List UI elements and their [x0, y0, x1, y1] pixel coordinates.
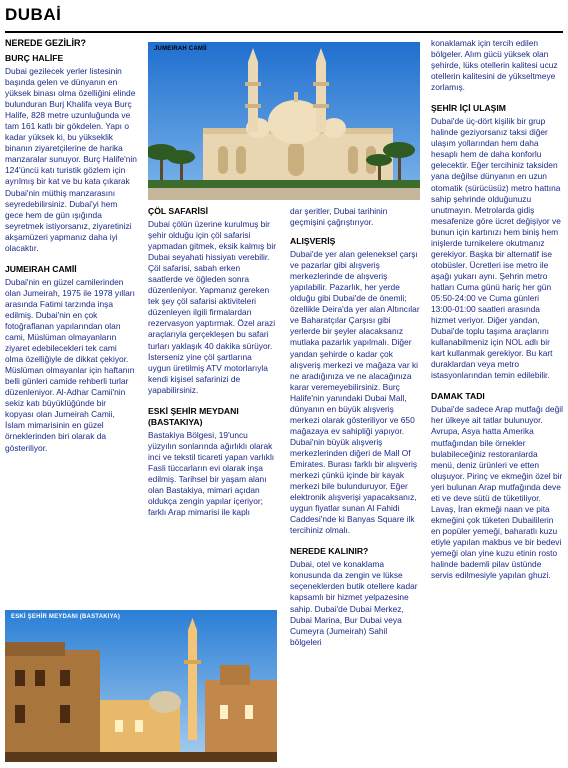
jumeirah-heading: JUMEIRAH CAMİİ [5, 263, 77, 274]
bastakiya-illustration [5, 610, 277, 762]
old-town-heading: ESKİ ŞEHİR MEYDANI (BASTAKIYA) [148, 405, 239, 427]
shopping-heading: ALIŞVERİŞ [290, 236, 336, 247]
old-town-text: Bastakiya Bölgesi, 19'uncu yüzyılın sonlarında ağırlıklı olarak inci ve tekstil ticareti yapan varlıklı Fasli tüccarların evi olarak inşa edilmiş. Tarihsel bir yaşam alanı olan Bastakiya, mimari açıdan oldukça zengin yapılar içeriyor; farklı Arap mimarisi ile kaplı [148, 429, 275, 518]
section-where-to-visit: NEREDE GEZİLİR? [5, 38, 87, 48]
mosque-caption: JUMEIRAH CAMİİ [154, 46, 207, 52]
desert-safari-text: Dubai çölün üzerine kurulmuş bir şehir olduğu için çöl safarisi yapmadan gitmek, eksik kalmış bir Dubai seyahati hissiyatı verebilir. Çöl safarisi, sabah erken saatlerde ve öğleden sonra düzenleniyor. Yapmanız gereken tek şey çöl safarisi aktiviteleri düzenleyen ilgili firmalardan rezervasyon yaptırmak. Özel arazi araçlarıyla gerçekleşen bu safari turları yaklaşık 40 dakika sürüyor. İsterseniz yine çöl şartlarına uygun üretilmiş ATV motorlarıyla kendi kişisel safarinizi de yapabilirsiniz. [148, 219, 276, 395]
column-4 [431, 38, 563, 591]
where-to-stay-continued-text: konaklamak için tercih edilen bölgeler. Alım gücü yüksek olan şehirde, lüks otellerin kalitesi ucuz otellerin kalitesini de yükseltmeye zorlamış. [431, 38, 558, 93]
shopping-text: Dubai'de yer alan geleneksel çarşı ve pazarlar gibi alışveriş merkezlerinde de alışveriş yapılabilir. Pazarlık, her yerde olduğu gibi Dubai'de de önemli; özellikle Deira'da yer alan Altıncılar ve Baharatçılar Çarşısı gibi yerlerde bir şeyler alacaksanız mutlaka pazarlık yapılmalı. Diğer yandan şehirde o kadar çok alışveriş merkezi ve mağaza var ki ne aradığınıza ve ne alacağınıza karar veremeyebilirsiniz. Burç Halife'nin yanındaki Dubai Mall, dünyanın en büyük alışveriş merkezi olarak gösteriliyor ve 650 mağazaya ev sahipliği yapıyor. Dubai'nin büyük alışveriş merkezlerinden diğeri de Mall Of Emirates. Burası farklı bir alışveriş merkezi çünkü içinde bir kayak merkezi bile bulunduruyor. Eğer elektronik alışverişi yapacaksanız, uygun fiyatlar sunan Al Fahidi Caddesi'nde ki Banyas Square ilk tercihiniz olmalı. [290, 249, 420, 536]
bastakiya-photo [5, 610, 277, 762]
where-to-stay-text: Dubai, otel ve konaklama konusunda da zengin ve lükse seçeneklerden butik otellere kadar kapsamlı bir hizmet yelpazesine sahip. Dubai'de Dubai Merkez, Dubai Marina, Bur Dubai veya Cumeyra (Jumeirah) Sahil bölgeleri [290, 559, 418, 647]
burj-khalifa-heading: BURÇ HALİFE [5, 53, 64, 63]
column-1 [5, 38, 137, 464]
bastakiya-caption: ESKİ ŞEHİR MEYDANI (BASTAKIYA) [11, 614, 121, 620]
column-3 [290, 206, 420, 658]
desert-safari-heading: ÇÖL SAFARİSİ [148, 206, 209, 216]
title-rule [5, 31, 563, 33]
city-transport-heading: ŞEHİR İÇİ ULAŞIM [431, 103, 506, 114]
mosque-illustration [148, 42, 420, 200]
city-transport-text: Dubai'de üç-dört kişilik bir grup halinde geziyorsanız taksi diğer ulaşım yollarından hem daha hesaplı hem de daha konforlu gelecektir. Eğer tercihiniz taksiden yana değilse dünyanın en uzun otomatik (sürücüsüz) metro hattına sahip şehrinde olduğunuzu unutmayın. Metrolarda gidiş mesafenize göre ücret değişiyor ve bunun için kartınızı hem biniş hem inişlerde turnikelere okutmanız gerekiyor. Başka bir alternatif ise otobüsler. Ücretleri ise metro ile aşağı yukarı aynı. Şehrin metro hatları Cuma günü hariç her gün 05:50-24:00 ve Cuma günleri 13:00-01:00 saatleri arasında hizmet veriyor. Diğer yandan, Dubai'de toplu taşıma araçlarını kullanabilmeniz için NOL adlı bir kart kullanmak gerekiyor. Bu kart duraklardan veya metro istasyonlarından temin edilebilir. [431, 116, 561, 381]
cuisine-heading: DAMAK TADI [431, 391, 485, 402]
jumeirah-text: Dubai'nin en güzel camilerinden olan Jumeirah, 1975 ile 1978 yılları arasında Fatimi tarzında inşa edilmiş. Dubai'nin en çok fotoğraflanan yapılarından olan cami, Müslüman olmayanların ziyaret edebilecekleri tek cami olma özelliğiyle de dikkat çekiyor. Müslüman olmayanlar için haftanın belli günleri camide rehberli turlar düzenleniyor. Al-Adhar Camii'nin sekiz katı büyüklüğünde bir kopyası olan Jumeirah Camii, İslam mimarisinin en güzel örneklerinden biri olarak da gösteriliyor. [5, 276, 135, 453]
page-title: DUBAİ [5, 5, 62, 24]
where-to-stay-heading: NEREDE KALINIR? [290, 546, 369, 557]
column-2 [148, 206, 276, 528]
burj-khalifa-text: Dubai gezilecek yerler listesinin başında gelen ve dünyanın en yüksek binası olma özelliğini elinde bulunduran Burj Khalifa veya Burç Halife, 828 metre uzunluğunda ve tam 161 katlı bir gökdelen. Yapı o kadar yüksek ki, bu yükseklik binanın ziyaretçilerine de harika manzaralar sunuyor. Burç Halife'nin 124'üncü katı turistik gözlem için ayrılmış bir kat ve bu kata çıkarak Dubai'nin müthiş manzarasını seyredebilirsiniz. Dubai'yi hem gece hem de gün ışığında seyretmek istiyorsanız, ziyaretinizi akşamüzeri yapmanız daha iyi olacaktır. [5, 66, 137, 253]
jumeirah-mosque-photo [148, 42, 420, 200]
old-town-continued-text: dar şeritler, Dubai tarihinin geçmişini çağrıştırıyor. [290, 206, 388, 228]
cuisine-text: Dubai'de sadece Arap mutfağı değil her ülkeye ait tatlar bulunuyor. Avrupa, Asya hatta Amerika mutfağından bile örnekler bulabileceğiniz restoranlarda menü, deniz ürünleri ve etten oluşuyor. Pirinç ve ekmeğin özel bir yeri bulunan Arap mutfağında deve eti ve deve sütü de tüketiliyor. Lavaş, İran ekmeği naan ve pita ekmeğini çok tüketen Dubaililerin en popüler yemeği, baharatlı kuzu etiyle yapılan makbus ve bir bedevi yemeği olan yine kuzu etinin rosto halinde bademli pilav üstünde servis edilmesiyle yapılan ghuzi. [431, 404, 563, 581]
